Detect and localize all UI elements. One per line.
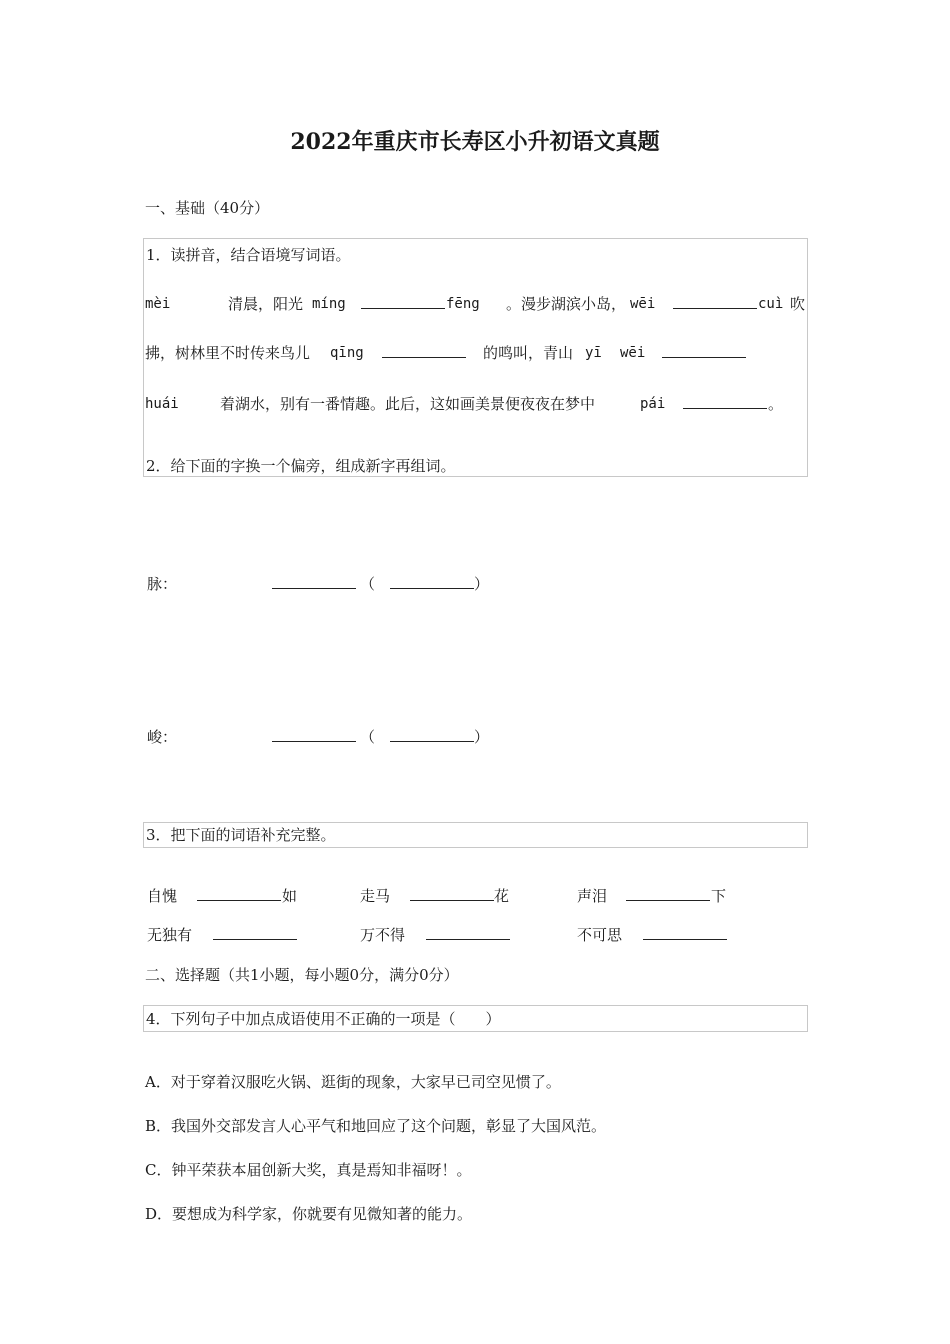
answer-blank[interactable]: [426, 925, 510, 940]
pinyin-wei: wēi: [630, 296, 656, 312]
section-heading-choice: 二、选择题（共1小题，每小题0分，满分0分）: [145, 966, 459, 984]
section-heading-basics: 一、基础（40分）: [145, 199, 270, 217]
q2-item-close-paren: ）: [474, 728, 490, 746]
answer-blank[interactable]: [673, 294, 757, 309]
q3-prompt: 3．把下面的词语补充完整。: [146, 826, 336, 844]
pinyin-mei: mèi: [145, 296, 171, 312]
page-title: 2022年重庆市长寿区小升初语文真题: [290, 129, 660, 155]
answer-blank[interactable]: [390, 574, 474, 589]
q3-word-post: 如: [282, 887, 298, 905]
answer-blank[interactable]: [272, 574, 356, 589]
q3-word-post: 下: [711, 887, 727, 905]
q3-word-pre: 无独有: [147, 926, 193, 944]
pinyin-qing: qīng: [330, 345, 364, 361]
answer-blank[interactable]: [390, 727, 474, 742]
pinyin-feng: fēng: [446, 296, 480, 312]
q1-line1-text-a: 清晨，阳光: [228, 295, 304, 313]
pinyin-pai: pái: [640, 396, 666, 412]
q1-line1-text-c: 吹: [790, 295, 806, 313]
q2-prompt: 2．给下面的字换一个偏旁，组成新字再组词。: [146, 457, 456, 475]
answer-blank[interactable]: [683, 394, 767, 409]
answer-blank[interactable]: [272, 727, 356, 742]
answer-blank[interactable]: [662, 343, 746, 358]
answer-blank[interactable]: [197, 886, 281, 901]
q2-item-open-paren: （: [360, 575, 376, 593]
answer-blank[interactable]: [361, 294, 445, 309]
answer-blank[interactable]: [626, 886, 710, 901]
q1-prompt: 1．读拼音，结合语境写词语。: [146, 246, 351, 264]
q3-word-pre: 自愧: [147, 887, 178, 905]
answer-blank[interactable]: [213, 925, 297, 940]
q3-word-post: 花: [494, 887, 510, 905]
answer-blank[interactable]: [410, 886, 494, 901]
q3-word-pre: 声泪: [577, 887, 608, 905]
pinyin-ming: míng: [312, 296, 346, 312]
answer-blank[interactable]: [643, 925, 727, 940]
q3-word-pre: 万不得: [360, 926, 406, 944]
q2-item-close-paren: ）: [474, 575, 490, 593]
q4-option-a[interactable]: A．对于穿着汉服吃火锅、逛街的现象，大家早已司空见惯了。: [145, 1073, 561, 1091]
pinyin-wei-2: wēi: [620, 345, 646, 361]
q4-option-c[interactable]: C．钟平荣获本届创新大奖，真是焉知非福呀！。: [145, 1161, 472, 1179]
q4-option-b[interactable]: B．我国外交部发言人心平气和地回应了这个问题，彰显了大国风范。: [145, 1117, 607, 1135]
q1-line3-text-a: 着湖水，别有一番情趣。此后，这如画美景便夜夜在梦中: [220, 395, 596, 413]
q3-word-pre: 走马: [360, 887, 391, 905]
q2-item-open-paren: （: [360, 728, 376, 746]
q4-prompt: 4．下列句子中加点成语使用不正确的一项是（ ）: [146, 1010, 501, 1028]
pinyin-yi: yī: [585, 345, 602, 361]
pinyin-huai: huái: [145, 396, 179, 412]
pinyin-cui: cuì: [758, 296, 784, 312]
q1-line2-text-a: 拂，树林里不时传来鸟儿: [145, 344, 311, 362]
q4-option-d[interactable]: D．要想成为科学家，你就要有见微知著的能力。: [145, 1205, 473, 1223]
q2-item-label: 峻：: [147, 728, 178, 746]
q3-word-pre: 不可思: [577, 926, 623, 944]
q1-line3-end: 。: [768, 395, 784, 413]
q1-line2-text-b: 的鸣叫，青山: [483, 344, 574, 362]
q1-line1-text-b: 。漫步湖滨小岛，: [506, 295, 627, 313]
q2-item-label: 脉：: [147, 575, 178, 593]
answer-blank[interactable]: [382, 343, 466, 358]
